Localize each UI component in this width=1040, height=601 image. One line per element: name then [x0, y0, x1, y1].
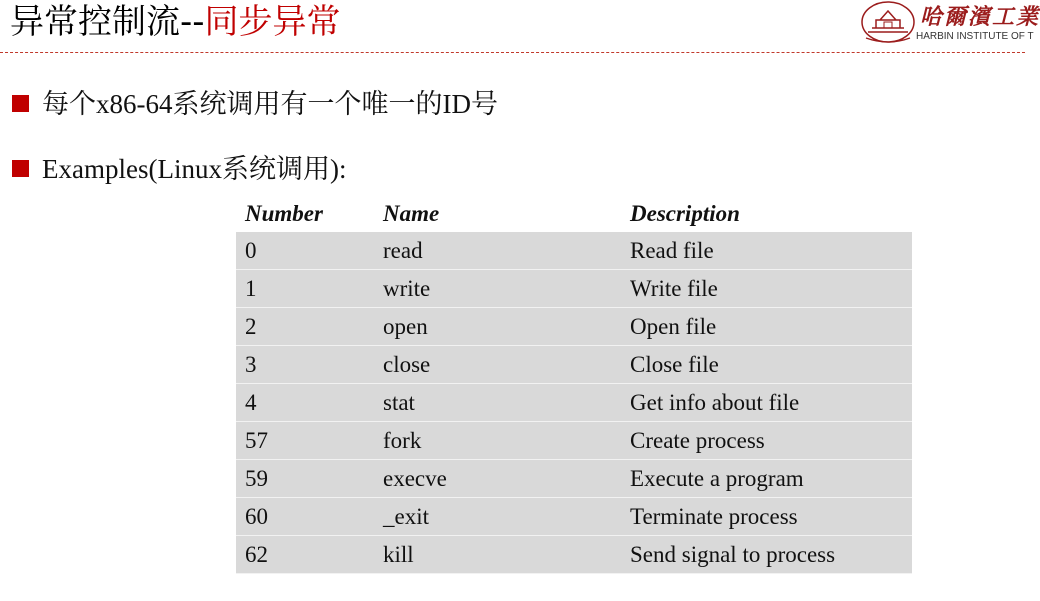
cell-description: Execute a program: [630, 466, 804, 491]
cell-number: 59: [245, 466, 268, 491]
cell-description: Read file: [630, 238, 714, 263]
cell-description: Write file: [630, 276, 718, 301]
cell-description: Get info about file: [630, 390, 800, 415]
bullet-item: [12, 147, 346, 186]
title-divider: [0, 52, 1025, 53]
column-header-number: Number: [245, 201, 323, 226]
logo-name-en: HARBIN INSTITUTE OF T: [916, 31, 1034, 42]
cell-name: stat: [383, 390, 415, 415]
bullet-text: Examples(Linux系统调用):: [42, 154, 347, 184]
table-row: [236, 460, 912, 498]
cell-number: 0: [245, 238, 257, 263]
title-main: 异常控制流--: [10, 2, 205, 42]
cell-name: execve: [383, 466, 447, 491]
bullet-item: [12, 82, 498, 121]
table-row: [236, 422, 912, 460]
cell-number: 2: [245, 314, 257, 339]
table-row: [236, 270, 912, 308]
cell-description: Create process: [630, 428, 765, 453]
logo-name-cn: 哈爾濱工業: [920, 4, 1040, 30]
column-header-name: Name: [383, 201, 440, 226]
table-row: [236, 346, 912, 384]
cell-number: 62: [245, 542, 268, 567]
title-accent: 同步异常: [204, 2, 341, 42]
cell-number: 1: [245, 276, 257, 301]
table-row: [236, 384, 912, 422]
column-header-description: Description: [630, 201, 740, 226]
cell-name: fork: [383, 428, 422, 453]
hit-logo: [858, 0, 1040, 48]
cell-name: open: [383, 314, 428, 339]
cell-name: write: [383, 276, 431, 301]
cell-description: Open file: [630, 314, 717, 339]
cell-name: kill: [383, 542, 414, 567]
cell-description: Terminate process: [630, 504, 798, 529]
slide-title: [10, 0, 341, 44]
cell-number: 3: [245, 352, 257, 377]
cell-name: close: [383, 352, 431, 377]
cell-number: 60: [245, 504, 268, 529]
table-row: [236, 308, 912, 346]
bullet-text: 每个x86-64系统调用有一个唯一的ID号: [42, 89, 498, 119]
square-bullet-icon: [12, 160, 29, 177]
table-header-row: [236, 196, 912, 232]
table-row: [236, 232, 912, 270]
square-bullet-icon: [12, 95, 29, 112]
cell-name: _exit: [383, 504, 429, 529]
table-row: [236, 498, 912, 536]
university-emblem-icon: [858, 0, 918, 46]
cell-description: Close file: [630, 352, 719, 377]
cell-number: 4: [245, 390, 257, 415]
syscall-table: [236, 196, 912, 574]
cell-description: Send signal to process: [630, 542, 836, 567]
table-row: [236, 536, 912, 574]
cell-name: read: [383, 238, 423, 263]
cell-number: 57: [245, 428, 268, 453]
